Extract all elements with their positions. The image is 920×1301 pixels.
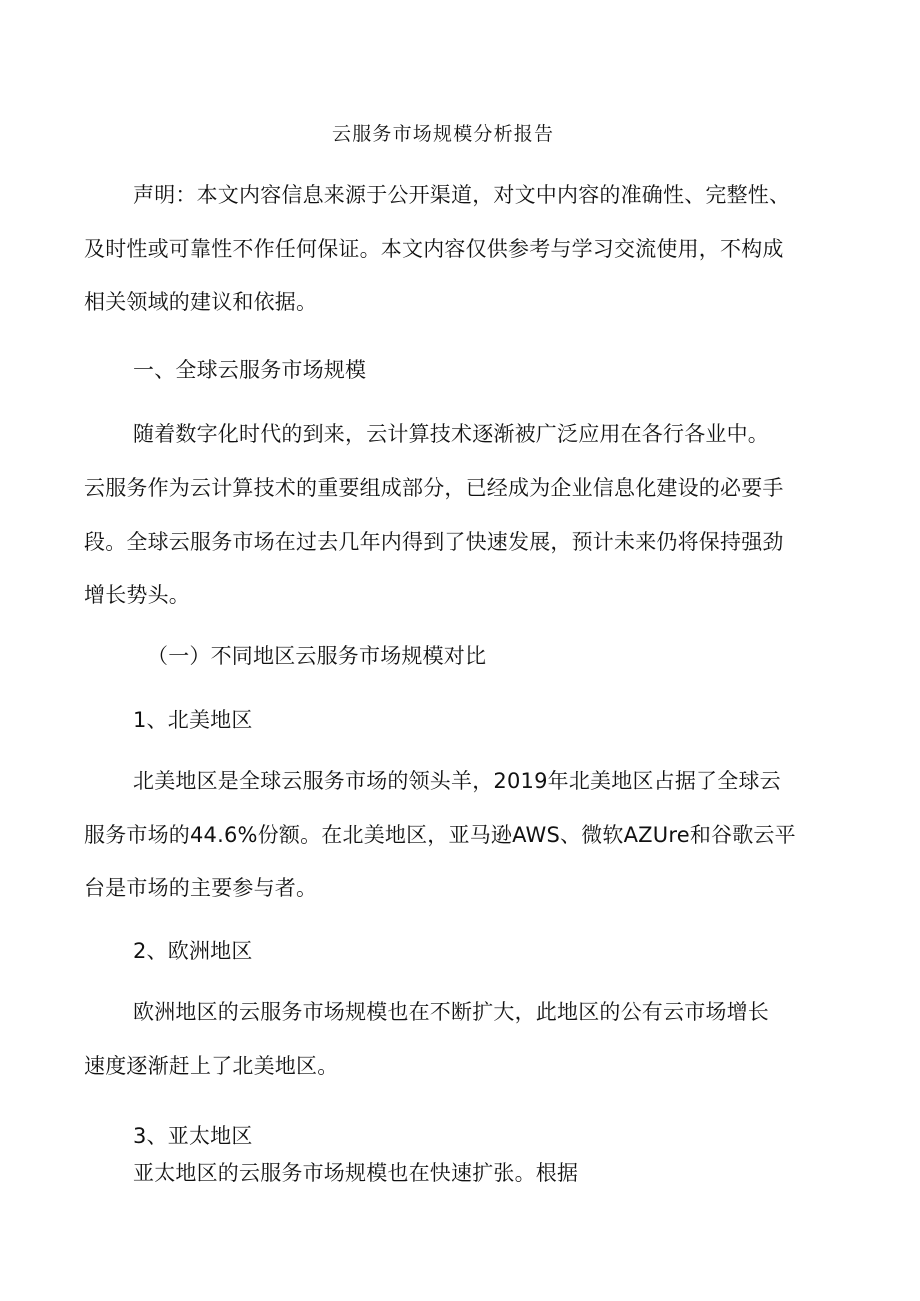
region-heading: 3、亚太地区 bbox=[133, 1124, 253, 1148]
paragraph-line: 云服务作为云计算技术的重要组成部分，已经成为企业信息化建设的必要手 bbox=[84, 476, 784, 500]
disclaimer-line: 声明：本文内容信息来源于公开渠道，对文中内容的准确性、完整性、 bbox=[133, 183, 791, 207]
paragraph-line: 速度逐渐赶上了北美地区。 bbox=[84, 1054, 339, 1078]
disclaimer-line: 相关领域的建议和依据。 bbox=[84, 290, 318, 314]
region-heading: 2、欧洲地区 bbox=[133, 939, 253, 963]
disclaimer-line: 及时性或可靠性不作任何保证。本文内容仅供参考与学习交流使用，不构成 bbox=[84, 237, 784, 261]
paragraph-line: 北美地区是全球云服务市场的领头羊，2019年北美地区占据了全球云 bbox=[133, 769, 781, 793]
paragraph-line: 服务市场的44.6%份额。在北美地区，亚马逊AWS、微软AZUre和谷歌云平 bbox=[84, 823, 796, 847]
paragraph-line: 欧洲地区的云服务市场规模也在不断扩大，此地区的公有云市场增长 bbox=[133, 1000, 769, 1024]
section-heading: 一、全球云服务市场规模 bbox=[133, 358, 367, 382]
paragraph-line: 段。全球云服务市场在过去几年内得到了快速发展，预计未来仍将保持强劲 bbox=[84, 530, 784, 554]
document-title: 云服务市场规模分析报告 bbox=[332, 123, 555, 145]
paragraph-line: 亚太地区的云服务市场规模也在快速扩张。根据 bbox=[133, 1161, 579, 1185]
paragraph-line: 台是市场的主要参与者。 bbox=[84, 876, 318, 900]
region-heading: 1、北美地区 bbox=[133, 708, 253, 732]
paragraph-line: 随着数字化时代的到来，云计算技术逐渐被广泛应用在各行各业中。 bbox=[133, 422, 769, 446]
paragraph-line: 增长势头。 bbox=[84, 583, 190, 607]
subsection-heading: （一）不同地区云服务市场规模对比 bbox=[147, 644, 487, 668]
